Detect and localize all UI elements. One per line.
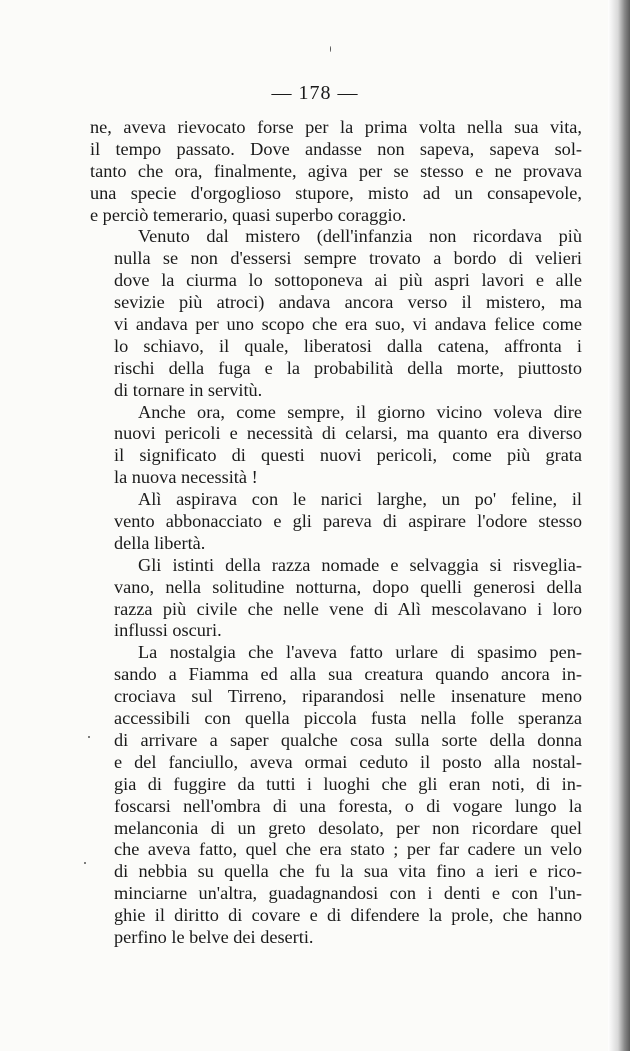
text-line: gia di fuggire da tutti i luoghi che gli eran noti, di in- [114,773,582,794]
text-line: influssi oscuri. [114,620,222,641]
page-binding-shadow [608,0,630,1051]
body-text [90,117,582,949]
text-line: di tornare in servitù. [114,379,263,400]
paragraph [90,642,582,948]
text-line: il tempo passato. Dove andasse non sapeva, sapeva sol- [90,138,582,159]
text-line: accessibili con quella piccola fusta nella folle speranza [114,708,582,729]
text-line: nulla se non d'essersi sempre trovato a bordo di velieri [114,248,582,269]
text-line: ghie il diritto di covare e di difendere la prole, che hanno [114,905,582,926]
page-number: — 178 — [271,82,359,104]
text-line: che aveva fatto, quel che era stato ; per far cadere un velo [114,839,582,860]
scan-speck [330,46,331,52]
text-line: Venuto dal mistero (dell'infanzia non ricordava più [138,226,582,247]
text-line: sando a Fiamma ed alla sua creatura quando ancora in- [114,664,582,685]
text-line: Anche ora, come sempre, il giorno vicino voleva dire [138,401,582,422]
paragraph [90,117,582,226]
text-line: rischi della fuga e la probabilità della morte, piuttosto [114,357,582,378]
text-line: perfino le belve dei deserti. [114,926,314,947]
text-line: e del fanciullo, aveva ormai ceduto il posto alla nostal- [114,751,582,772]
text-line: foscarsi nell'ombra di una foresta, o di vogare lungo la [114,795,582,816]
text-line: Gli istinti della razza nomade e selvaggia si risveglia- [138,554,582,575]
text-line: vento abbonacciato e gli pareva di aspirare l'odore stesso [114,511,582,532]
text-line: nuovi pericoli e necessità di celarsi, ma quanto era diverso [114,423,582,444]
paragraph [90,402,582,490]
paragraph [90,226,582,401]
text-line: dove la ciurma lo sottoponeva ai più aspri lavori e alle [114,270,582,291]
paragraph [90,555,582,643]
text-line: lo schiavo, il quale, liberatosi dalla catena, affronta i [114,335,582,356]
text-line: la nuova necessità ! [114,467,258,488]
text-line: crociava sul Tirreno, riparandosi nelle insenature meno [114,686,582,707]
text-line: di arrivare a saper qualche cosa sulla sorte della donna [114,729,582,750]
text-line: minciarne un'altra, guadagnandosi con i denti e con l'un- [114,883,582,904]
text-line: una specie d'orgoglioso stupore, misto ad un consapevole, [90,182,582,203]
text-line: ne, aveva rievocato forse per la prima volta nella sua vita, [90,117,582,137]
text-line: di nebbia su quella che fu la sua vita fino a ieri e rico- [114,861,582,882]
text-line: vi andava per uno scopo che era suo, vi andava felice come [114,314,582,335]
scan-speck [88,736,90,738]
text-line: della libertà. [114,532,206,553]
text-line: e perciò temerario, quasi superbo coraggio. [90,204,407,225]
text-line: Alì aspirava con le narici larghe, un po' feline, il [138,489,582,510]
text-line: vano, nella solitudine notturna, dopo quelli generosi della [114,576,582,597]
text-line: sevizie più atroci) andava ancora verso il mistero, ma [114,292,582,313]
text-line: tanto che ora, finalmente, agiva per se stesso e ne provava [90,160,582,181]
text-line: il significato di questi nuovi pericoli, come più grata [114,445,582,466]
text-line: razza più civile che nelle vene di Alì mescolavano i loro [114,598,582,619]
scan-speck [84,862,86,864]
text-line: melanconia di un greto desolato, per non ricordare quel [114,817,582,838]
text-line: La nostalgia che l'aveva fatto urlare di spasimo pen- [138,642,582,663]
paragraph [90,489,582,555]
